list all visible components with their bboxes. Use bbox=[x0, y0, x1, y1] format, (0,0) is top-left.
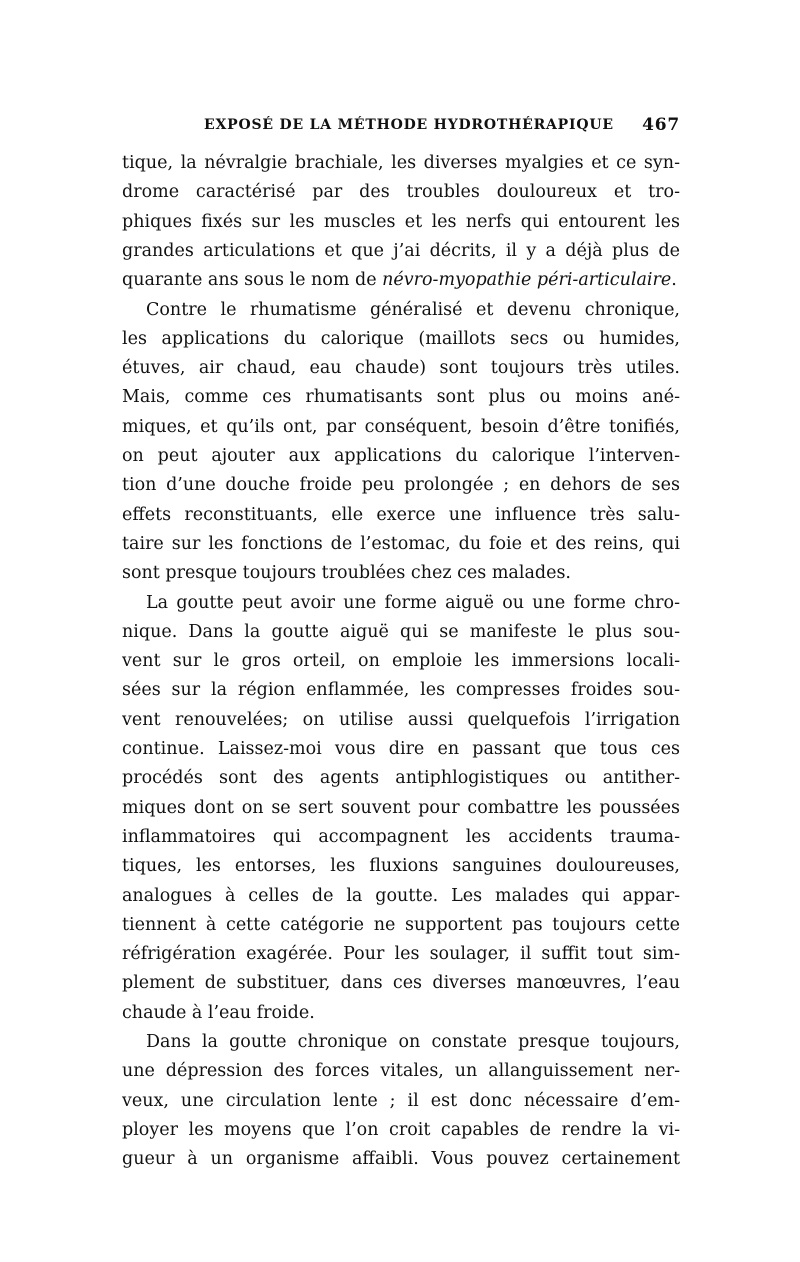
text-line bbox=[122, 648, 680, 675]
text-line-content: plement de substituer, dans ces diverses manœuvres, l’eau bbox=[122, 973, 680, 994]
text-line-content: Dans la goutte chronique on constate presque toujours, bbox=[146, 1032, 680, 1052]
text-line bbox=[122, 736, 680, 763]
text-line bbox=[122, 590, 680, 617]
text-line bbox=[122, 150, 680, 177]
text-line bbox=[122, 1146, 680, 1173]
text-line-content: phiques fixés sur les muscles et les nerfs qui entourent les bbox=[122, 211, 680, 232]
text-line bbox=[122, 941, 680, 968]
text-line bbox=[122, 414, 680, 441]
text-line-content: nique. Dans la goutte aiguë qui se manifeste le plus sou- bbox=[122, 621, 680, 642]
text-line bbox=[122, 824, 680, 851]
text-line-tail: . bbox=[671, 270, 677, 291]
italic-term: névro-myopathie péri-articulaire bbox=[382, 270, 672, 291]
text-line-content: effets reconstituants, elle exerce une influence très salu- bbox=[122, 504, 680, 525]
text-line bbox=[122, 355, 680, 382]
text-line-content: grandes articulations et que j’ai décrits, il y a déjà plus de bbox=[122, 240, 680, 261]
text-line bbox=[122, 1058, 680, 1085]
text-line bbox=[122, 560, 680, 587]
text-line bbox=[122, 209, 680, 236]
text-line-content: tiennent à cette catégorie ne supportent pas toujours cette bbox=[122, 914, 680, 935]
text-line-content: tiques, les entorses, les fluxions sanguines douloureuses, bbox=[122, 856, 680, 877]
text-line bbox=[122, 179, 680, 206]
text-line bbox=[122, 795, 680, 822]
text-line bbox=[122, 502, 680, 529]
text-line bbox=[122, 853, 680, 880]
text-line bbox=[122, 677, 680, 704]
text-line-content: La goutte peut avoir une forme aiguë ou une forme chro- bbox=[146, 592, 680, 613]
text-line-content: on peut ajouter aux applications du calorique l’interven- bbox=[122, 446, 680, 466]
text-line bbox=[122, 970, 680, 997]
text-line bbox=[122, 267, 680, 294]
text-line bbox=[122, 1088, 680, 1115]
text-line-content: continue. Laissez-moi vous dire en passant que tous ces bbox=[122, 739, 680, 759]
text-line bbox=[122, 912, 680, 939]
text-line bbox=[122, 883, 680, 910]
text-line bbox=[122, 1029, 680, 1056]
text-line bbox=[122, 472, 680, 499]
text-line-content: quarante ans sous le nom de bbox=[122, 270, 383, 291]
text-line bbox=[122, 384, 680, 411]
text-line-content: tique, la névralgie brachiale, les diverses myalgies et ce syn- bbox=[122, 153, 680, 173]
text-line-content: analogues à celles de la goutte. Les malades qui appar- bbox=[122, 885, 680, 906]
text-line bbox=[122, 326, 680, 353]
text-line-content: taire sur les fonctions de l’estomac, du foie et des reins, qui bbox=[122, 533, 680, 554]
text-line-content: Mais, comme ces rhumatisants sont plus ou moins ané- bbox=[122, 387, 680, 408]
text-line-content: Contre le rhumatisme généralisé et devenu chronique, bbox=[146, 299, 680, 320]
text-line bbox=[122, 1000, 680, 1027]
text-line-content: réfrigération exagérée. Pour les soulager, il suffit tout sim- bbox=[122, 944, 680, 965]
text-line-content: gueur à un organisme affaibli. Vous pouvez certainement bbox=[122, 1149, 680, 1170]
text-line bbox=[122, 1117, 680, 1144]
text-line bbox=[122, 619, 680, 646]
text-line-content: les applications du calorique (maillots secs ou humides, bbox=[122, 328, 680, 349]
text-line-content: vent sur le gros orteil, on emploie les immersions locali- bbox=[122, 651, 680, 672]
text-line bbox=[122, 297, 680, 324]
text-line-content: étuves, air chaud, eau chaude) sont toujours très utiles. bbox=[122, 358, 680, 379]
text-line-content: miques dont on se sert souvent pour combattre les poussées bbox=[122, 797, 680, 818]
text-line-content: veux, une circulation lente ; il est donc nécessaire d’em- bbox=[122, 1090, 680, 1111]
text-line bbox=[122, 765, 680, 792]
text-line-content: procédés sont des agents antiphlogistiques ou antither- bbox=[122, 768, 680, 789]
page-number: 467 bbox=[642, 115, 680, 135]
text-line-content: miques, et qu’ils ont, par conséquent, besoin d’être tonifiés, bbox=[122, 416, 680, 437]
text-line-content: sées sur la région enflammée, les compresses froides sou- bbox=[122, 680, 680, 701]
text-line-content: ployer les moyens que l’on croit capables de rendre la vi- bbox=[122, 1119, 680, 1140]
text-line bbox=[122, 707, 680, 734]
text-line-content: drome caractérisé par des troubles douloureux et tro- bbox=[122, 182, 680, 203]
text-line-content: inflammatoires qui accompagnent les accidents trauma- bbox=[122, 826, 680, 847]
text-line bbox=[122, 443, 680, 470]
running-title: EXPOSÉ DE LA MÉTHODE HYDROTHÉRAPIQUE bbox=[204, 117, 614, 133]
text-line-content: vent renouvelées; on utilise aussi quelquefois l’irrigation bbox=[122, 709, 680, 730]
text-line-content: sont presque toujours troublées chez ces malades. bbox=[122, 563, 571, 584]
text-line bbox=[122, 531, 680, 558]
text-line-content: chaude à l’eau froide. bbox=[122, 1002, 315, 1023]
running-header bbox=[122, 115, 680, 139]
text-line-content: une dépression des forces vitales, un allanguissement ner- bbox=[122, 1061, 680, 1082]
text-line-content: tion d’une douche froide peu prolongée ; en dehors de ses bbox=[122, 475, 680, 496]
text-line bbox=[122, 238, 680, 265]
